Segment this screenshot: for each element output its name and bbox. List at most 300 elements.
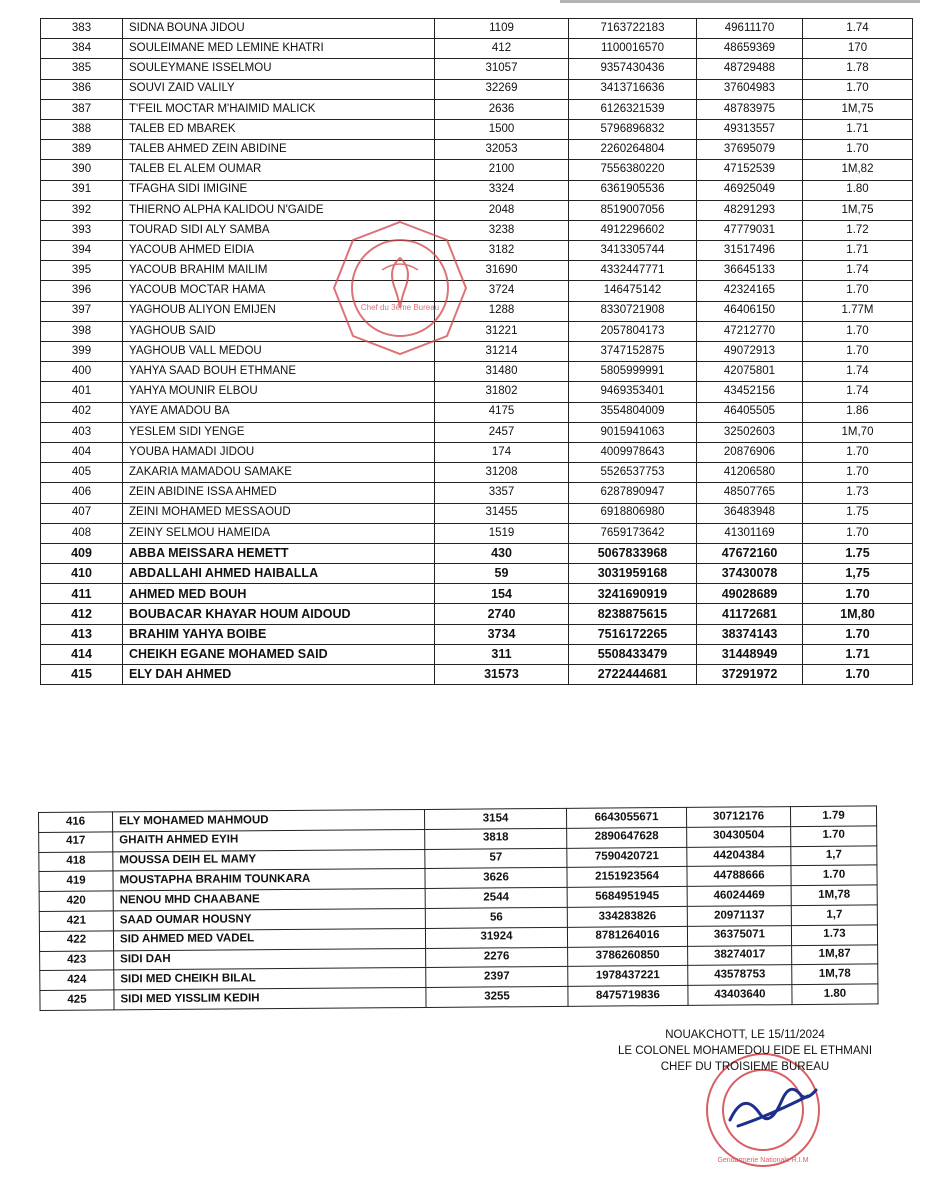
nni-cell: 3241690919 xyxy=(569,584,697,604)
nni-cell: 7516172265 xyxy=(569,624,697,644)
table-row xyxy=(41,463,913,483)
phone-cell: 48659369 xyxy=(697,39,803,59)
table-row xyxy=(41,564,913,584)
full-name-cell: SOUVI ZAID VALILY xyxy=(123,79,435,99)
full-name-cell: ZAKARIA MAMADOU SAMAKE xyxy=(123,463,435,483)
matricule-cell: 2048 xyxy=(435,200,569,220)
row-number-cell: 387 xyxy=(41,99,123,119)
table-row xyxy=(41,241,913,261)
nni-cell: 1978437221 xyxy=(568,966,688,987)
nni-cell: 7163722183 xyxy=(569,19,697,39)
matricule-cell: 2457 xyxy=(435,422,569,442)
full-name-cell: SIDI MED YISSLIM KEDIH xyxy=(114,988,426,1010)
row-number-cell: 411 xyxy=(41,584,123,604)
height-cell: 1.71 xyxy=(803,119,913,139)
table-row xyxy=(41,220,913,240)
full-name-cell: YAGHOUB VALL MEDOU xyxy=(123,342,435,362)
nni-cell: 2890647628 xyxy=(567,827,687,848)
phone-cell: 43403640 xyxy=(688,985,792,1006)
full-name-cell: ZEINI MOHAMED MESSAOUD xyxy=(123,503,435,523)
row-number-cell: 416 xyxy=(39,812,113,832)
phone-cell: 36645133 xyxy=(697,261,803,281)
row-number-cell: 394 xyxy=(41,241,123,261)
height-cell: 1M,80 xyxy=(803,604,913,624)
full-name-cell: T'FEIL MOCTAR M'HAIMID MALICK xyxy=(123,99,435,119)
signatory-name: LE COLONEL MOHAMEDOU EIDE EL ETHMANI xyxy=(617,1045,873,1057)
full-name-cell: YACOUB MOCTAR HAMA xyxy=(123,281,435,301)
phone-cell: 31448949 xyxy=(697,644,803,664)
matricule-cell: 3154 xyxy=(424,808,566,829)
full-name-cell: ABDALLAHI AHMED HAIBALLA xyxy=(123,564,435,584)
nni-cell: 5526537753 xyxy=(569,463,697,483)
matricule-cell: 2397 xyxy=(426,967,568,988)
full-name-cell: AHMED MED BOUH xyxy=(123,584,435,604)
table-row xyxy=(41,99,913,119)
nni-cell: 5067833968 xyxy=(569,543,697,563)
phone-cell: 43452156 xyxy=(697,382,803,402)
table-row xyxy=(41,59,913,79)
nni-cell: 3413305744 xyxy=(569,241,697,261)
row-number-cell: 406 xyxy=(41,483,123,503)
nni-cell: 3413716636 xyxy=(569,79,697,99)
matricule-cell: 3818 xyxy=(425,828,567,849)
nni-cell: 5684951945 xyxy=(567,887,687,908)
matricule-cell: 2276 xyxy=(426,947,568,968)
row-number-cell: 405 xyxy=(41,463,123,483)
matricule-cell: 3255 xyxy=(426,987,568,1008)
nni-cell: 7659173642 xyxy=(569,523,697,543)
nni-cell: 6918806980 xyxy=(569,503,697,523)
phone-cell: 48291293 xyxy=(697,200,803,220)
matricule-cell: 31802 xyxy=(435,382,569,402)
full-name-cell: NENOU MHD CHAABANE xyxy=(113,889,425,911)
row-number-cell: 410 xyxy=(41,564,123,584)
row-number-cell: 400 xyxy=(41,362,123,382)
full-name-cell: SIDNA BOUNA JIDOU xyxy=(123,19,435,39)
row-number-cell: 417 xyxy=(39,832,113,852)
full-name-cell: MOUSTAPHA BRAHIM TOUNKARA xyxy=(113,869,425,891)
phone-cell: 48729488 xyxy=(697,59,803,79)
matricule-cell: 3238 xyxy=(435,220,569,240)
height-cell: 1.73 xyxy=(791,925,877,945)
row-number-cell: 385 xyxy=(41,59,123,79)
matricule-cell: 430 xyxy=(435,543,569,563)
nni-cell: 3747152875 xyxy=(569,342,697,362)
full-name-cell: ELY MOHAMED MAHMOUD xyxy=(113,809,425,831)
row-number-cell: 414 xyxy=(41,644,123,664)
matricule-cell: 31208 xyxy=(435,463,569,483)
full-name-cell: MOUSSA DEIH EL MAMY xyxy=(113,849,425,871)
row-number-cell: 418 xyxy=(39,852,113,872)
height-cell: 1M,75 xyxy=(803,99,913,119)
height-cell: 1.73 xyxy=(803,483,913,503)
table-row xyxy=(41,19,913,39)
full-name-cell: CHEIKH EGANE MOHAMED SAID xyxy=(123,644,435,664)
table-row xyxy=(41,442,913,462)
height-cell: 1.70 xyxy=(803,584,913,604)
phone-cell: 20971137 xyxy=(687,906,791,927)
phone-cell: 37291972 xyxy=(697,665,803,685)
matricule-cell: 311 xyxy=(435,644,569,664)
full-name-cell: GHAITH AHMED EYIH xyxy=(113,829,425,851)
nni-cell: 4912296602 xyxy=(569,220,697,240)
table-row xyxy=(41,422,913,442)
table-row xyxy=(41,140,913,160)
matricule-cell: 1109 xyxy=(435,19,569,39)
handwritten-signature xyxy=(722,1080,822,1140)
place-and-date: NOUAKCHOTT, LE 15/11/2024 xyxy=(665,1029,825,1041)
nni-cell: 334283826 xyxy=(567,906,687,927)
phone-cell: 47672160 xyxy=(697,543,803,563)
phone-cell: 20876906 xyxy=(697,442,803,462)
full-name-cell: YAHYA SAAD BOUH ETHMANE xyxy=(123,362,435,382)
height-cell: 1,75 xyxy=(803,564,913,584)
full-name-cell: YACOUB BRAHIM MAILIM xyxy=(123,261,435,281)
phone-cell: 47212770 xyxy=(697,321,803,341)
row-number-cell: 415 xyxy=(41,665,123,685)
matricule-cell: 1288 xyxy=(435,301,569,321)
nni-cell: 5805999991 xyxy=(569,362,697,382)
height-cell: 1M,70 xyxy=(803,422,913,442)
nni-cell: 8781264016 xyxy=(567,926,687,947)
signatory-function: CHEF DU TROISIEME BUREAU xyxy=(660,1061,830,1073)
matricule-cell: 59 xyxy=(435,564,569,584)
matricule-cell: 3357 xyxy=(435,483,569,503)
phone-cell: 47779031 xyxy=(697,220,803,240)
matricule-cell: 31573 xyxy=(435,665,569,685)
full-name-cell: SOULEIMANE MED LEMINE KHATRI xyxy=(123,39,435,59)
phone-cell: 42075801 xyxy=(697,362,803,382)
matricule-cell: 31480 xyxy=(435,362,569,382)
phone-cell: 47152539 xyxy=(697,160,803,180)
phone-cell: 37695079 xyxy=(697,140,803,160)
phone-cell: 48783975 xyxy=(697,99,803,119)
height-cell: 1.70 xyxy=(803,523,913,543)
row-number-cell: 401 xyxy=(41,382,123,402)
phone-cell: 32502603 xyxy=(697,422,803,442)
matricule-cell: 57 xyxy=(425,848,567,869)
row-number-cell: 402 xyxy=(41,402,123,422)
table-row xyxy=(41,321,913,341)
height-cell: 1M,75 xyxy=(803,200,913,220)
full-name-cell: BRAHIM YAHYA BOIBE xyxy=(123,624,435,644)
table-row xyxy=(41,382,913,402)
row-number-cell: 391 xyxy=(41,180,123,200)
full-name-cell: ZEINY SELMOU HAMEIDA xyxy=(123,523,435,543)
table-row xyxy=(41,543,913,563)
phone-cell: 44204384 xyxy=(687,846,791,867)
height-cell: 1.78 xyxy=(803,59,913,79)
table-row xyxy=(41,402,913,422)
matricule-cell: 1500 xyxy=(435,119,569,139)
full-name-cell: SOULEYMANE ISSELMOU xyxy=(123,59,435,79)
phone-cell: 38374143 xyxy=(697,624,803,644)
nni-cell: 7556380220 xyxy=(569,160,697,180)
full-name-cell: YAHYA MOUNIR ELBOU xyxy=(123,382,435,402)
table-row xyxy=(41,503,913,523)
full-name-cell: BOUBACAR KHAYAR HOUM AIDOUD xyxy=(123,604,435,624)
row-number-cell: 392 xyxy=(41,200,123,220)
row-number-cell: 390 xyxy=(41,160,123,180)
full-name-cell: SID AHMED MED VADEL xyxy=(113,928,425,950)
matricule-cell: 412 xyxy=(435,39,569,59)
height-cell: 1.74 xyxy=(803,362,913,382)
row-number-cell: 399 xyxy=(41,342,123,362)
roster-table-continuation xyxy=(38,805,879,1011)
nni-cell: 6287890947 xyxy=(569,483,697,503)
full-name-cell: TOURAD SIDI ALY SAMBA xyxy=(123,220,435,240)
seal-ring-caption: Gendarmerie Nationale R.I.M xyxy=(717,1157,809,1164)
height-cell: 1.70 xyxy=(803,442,913,462)
nni-cell: 2260264804 xyxy=(569,140,697,160)
nni-cell: 8475719836 xyxy=(568,986,688,1007)
phone-cell: 48507765 xyxy=(697,483,803,503)
full-name-cell: YAGHOUB SAID xyxy=(123,321,435,341)
height-cell: 1.70 xyxy=(803,665,913,685)
phone-cell: 41172681 xyxy=(697,604,803,624)
table-row xyxy=(41,523,913,543)
matricule-cell: 3324 xyxy=(435,180,569,200)
matricule-cell: 3626 xyxy=(425,868,567,889)
height-cell: 1.74 xyxy=(803,19,913,39)
phone-cell: 46405505 xyxy=(697,402,803,422)
matricule-cell: 56 xyxy=(425,907,567,928)
row-number-cell: 397 xyxy=(41,301,123,321)
row-number-cell: 384 xyxy=(41,39,123,59)
row-number-cell: 395 xyxy=(41,261,123,281)
nni-cell: 6643055671 xyxy=(566,807,686,828)
table-row xyxy=(41,362,913,382)
full-name-cell: YOUBA HAMADI JIDOU xyxy=(123,442,435,462)
height-cell: 1.71 xyxy=(803,644,913,664)
row-number-cell: 396 xyxy=(41,281,123,301)
row-number-cell: 424 xyxy=(40,970,114,990)
bleed-through-shadow xyxy=(110,1100,132,1165)
matricule-cell: 31057 xyxy=(435,59,569,79)
row-number-cell: 421 xyxy=(39,911,113,931)
full-name-cell: YAGHOUB ALIYON EMIJEN xyxy=(123,301,435,321)
nni-cell: 5508433479 xyxy=(569,644,697,664)
table-row xyxy=(41,483,913,503)
table-row xyxy=(41,342,913,362)
row-number-cell: 403 xyxy=(41,422,123,442)
full-name-cell: YAYE AMADOU BA xyxy=(123,402,435,422)
row-number-cell: 413 xyxy=(41,624,123,644)
height-cell: 1.70 xyxy=(803,342,913,362)
phone-cell: 31517496 xyxy=(697,241,803,261)
table-row xyxy=(41,39,913,59)
height-cell: 1.74 xyxy=(803,261,913,281)
height-cell: 1,7 xyxy=(791,905,877,925)
height-cell: 1.70 xyxy=(803,79,913,99)
phone-cell: 37430078 xyxy=(697,564,803,584)
height-cell: 1,7 xyxy=(791,846,877,866)
nni-cell: 8330721908 xyxy=(569,301,697,321)
roster-table-continuation-body xyxy=(39,806,879,1011)
nni-cell: 6126321539 xyxy=(569,99,697,119)
nni-cell: 6361905536 xyxy=(569,180,697,200)
row-number-cell: 412 xyxy=(41,604,123,624)
height-cell: 1.70 xyxy=(803,281,913,301)
seal-caption: Chef du 3ème Bureau xyxy=(360,303,440,312)
row-number-cell: 388 xyxy=(41,119,123,139)
matricule-cell: 3734 xyxy=(435,624,569,644)
matricule-cell: 2636 xyxy=(435,99,569,119)
phone-cell: 30712176 xyxy=(686,807,790,828)
height-cell: 1.86 xyxy=(803,402,913,422)
full-name-cell: SIDI DAH xyxy=(114,948,426,970)
full-name-cell: SIDI MED CHEIKH BILAL xyxy=(114,968,426,990)
table-row xyxy=(41,261,913,281)
row-number-cell: 420 xyxy=(39,891,113,911)
nni-cell: 9357430436 xyxy=(569,59,697,79)
matricule-cell: 2740 xyxy=(435,604,569,624)
matricule-cell: 31924 xyxy=(425,927,567,948)
roster-table-main-body xyxy=(41,19,913,685)
height-cell: 1.77M xyxy=(803,301,913,321)
phone-cell: 49313557 xyxy=(697,119,803,139)
full-name-cell: ABBA MEISSARA HEMETT xyxy=(123,543,435,563)
table-row xyxy=(41,281,913,301)
full-name-cell: YESLEM SIDI YENGE xyxy=(123,422,435,442)
nni-cell: 4332447771 xyxy=(569,261,697,281)
row-number-cell: 408 xyxy=(41,523,123,543)
table-row xyxy=(41,119,913,139)
signature-block xyxy=(600,1027,890,1075)
table-row xyxy=(41,301,913,321)
height-cell: 1.70 xyxy=(791,826,877,846)
row-number-cell: 409 xyxy=(41,543,123,563)
table-row xyxy=(41,665,913,685)
row-number-cell: 423 xyxy=(40,950,114,970)
height-cell: 1.74 xyxy=(803,382,913,402)
row-number-cell: 393 xyxy=(41,220,123,240)
row-number-cell: 407 xyxy=(41,503,123,523)
table-row xyxy=(41,604,913,624)
matricule-cell: 3724 xyxy=(435,281,569,301)
row-number-cell: 398 xyxy=(41,321,123,341)
nni-cell: 3031959168 xyxy=(569,564,697,584)
height-cell: 1M,82 xyxy=(803,160,913,180)
matricule-cell: 32053 xyxy=(435,140,569,160)
matricule-cell: 154 xyxy=(435,584,569,604)
nni-cell: 146475142 xyxy=(569,281,697,301)
table-row xyxy=(41,160,913,180)
matricule-cell: 2544 xyxy=(425,888,567,909)
row-number-cell: 404 xyxy=(41,442,123,462)
full-name-cell: YACOUB AHMED EIDIA xyxy=(123,241,435,261)
phone-cell: 38274017 xyxy=(688,945,792,966)
nni-cell: 7590420721 xyxy=(567,847,687,868)
matricule-cell: 174 xyxy=(435,442,569,462)
height-cell: 1.70 xyxy=(803,140,913,160)
height-cell: 1.70 xyxy=(803,624,913,644)
table-row xyxy=(41,180,913,200)
full-name-cell: TALEB AHMED ZEIN ABIDINE xyxy=(123,140,435,160)
height-cell: 1.72 xyxy=(803,220,913,240)
phone-cell: 36483948 xyxy=(697,503,803,523)
row-number-cell: 389 xyxy=(41,140,123,160)
phone-cell: 49072913 xyxy=(697,342,803,362)
table-row xyxy=(41,584,913,604)
phone-cell: 41301169 xyxy=(697,523,803,543)
table-row xyxy=(41,624,913,644)
nni-cell: 5796896832 xyxy=(569,119,697,139)
phone-cell: 43578753 xyxy=(688,965,792,986)
phone-cell: 46024469 xyxy=(687,886,791,907)
matricule-cell: 1519 xyxy=(435,523,569,543)
phone-cell: 42324165 xyxy=(697,281,803,301)
height-cell: 1.80 xyxy=(803,180,913,200)
row-number-cell: 419 xyxy=(39,871,113,891)
phone-cell: 37604983 xyxy=(697,79,803,99)
height-cell: 1M,87 xyxy=(792,944,878,964)
page-edge-shadow xyxy=(560,0,920,3)
height-cell: 1.70 xyxy=(803,463,913,483)
full-name-cell: TFAGHA SIDI IMIGINE xyxy=(123,180,435,200)
height-cell: 1M,78 xyxy=(792,964,878,984)
full-name-cell: SAAD OUMAR HOUSNY xyxy=(113,908,425,930)
phone-cell: 44788666 xyxy=(687,866,791,887)
roster-table-main xyxy=(40,18,913,685)
nni-cell: 2057804173 xyxy=(569,321,697,341)
nni-cell: 1100016570 xyxy=(569,39,697,59)
row-number-cell: 422 xyxy=(39,931,113,951)
height-cell: 1M,78 xyxy=(791,885,877,905)
full-name-cell: ZEIN ABIDINE ISSA AHMED xyxy=(123,483,435,503)
nni-cell: 2722444681 xyxy=(569,665,697,685)
phone-cell: 30430504 xyxy=(687,826,791,847)
nni-cell: 9015941063 xyxy=(569,422,697,442)
height-cell: 1.71 xyxy=(803,241,913,261)
table-row xyxy=(41,644,913,664)
matricule-cell: 31214 xyxy=(435,342,569,362)
nni-cell: 9469353401 xyxy=(569,382,697,402)
matricule-cell: 31690 xyxy=(435,261,569,281)
nni-cell: 2151923564 xyxy=(567,867,687,888)
nni-cell: 3786260850 xyxy=(568,946,688,967)
nni-cell: 4009978643 xyxy=(569,442,697,462)
table-row xyxy=(41,200,913,220)
full-name-cell: THIERNO ALPHA KALIDOU N'GAIDE xyxy=(123,200,435,220)
row-number-cell: 386 xyxy=(41,79,123,99)
phone-cell: 41206580 xyxy=(697,463,803,483)
full-name-cell: TALEB ED MBAREK xyxy=(123,119,435,139)
phone-cell: 49611170 xyxy=(697,19,803,39)
matricule-cell: 31455 xyxy=(435,503,569,523)
matricule-cell: 3182 xyxy=(435,241,569,261)
height-cell: 1.70 xyxy=(791,865,877,885)
nni-cell: 8519007056 xyxy=(569,200,697,220)
height-cell: 170 xyxy=(803,39,913,59)
full-name-cell: ELY DAH AHMED xyxy=(123,665,435,685)
height-cell: 1.80 xyxy=(792,984,878,1004)
nni-cell: 3554804009 xyxy=(569,402,697,422)
matricule-cell: 31221 xyxy=(435,321,569,341)
nni-cell: 8238875615 xyxy=(569,604,697,624)
phone-cell: 46925049 xyxy=(697,180,803,200)
height-cell: 1.79 xyxy=(790,806,876,826)
table-row xyxy=(41,79,913,99)
height-cell: 1.75 xyxy=(803,503,913,523)
phone-cell: 36375071 xyxy=(687,925,791,946)
matricule-cell: 32269 xyxy=(435,79,569,99)
full-name-cell: TALEB EL ALEM OUMAR xyxy=(123,160,435,180)
phone-cell: 49028689 xyxy=(697,584,803,604)
height-cell: 1.70 xyxy=(803,321,913,341)
height-cell: 1.75 xyxy=(803,543,913,563)
phone-cell: 46406150 xyxy=(697,301,803,321)
